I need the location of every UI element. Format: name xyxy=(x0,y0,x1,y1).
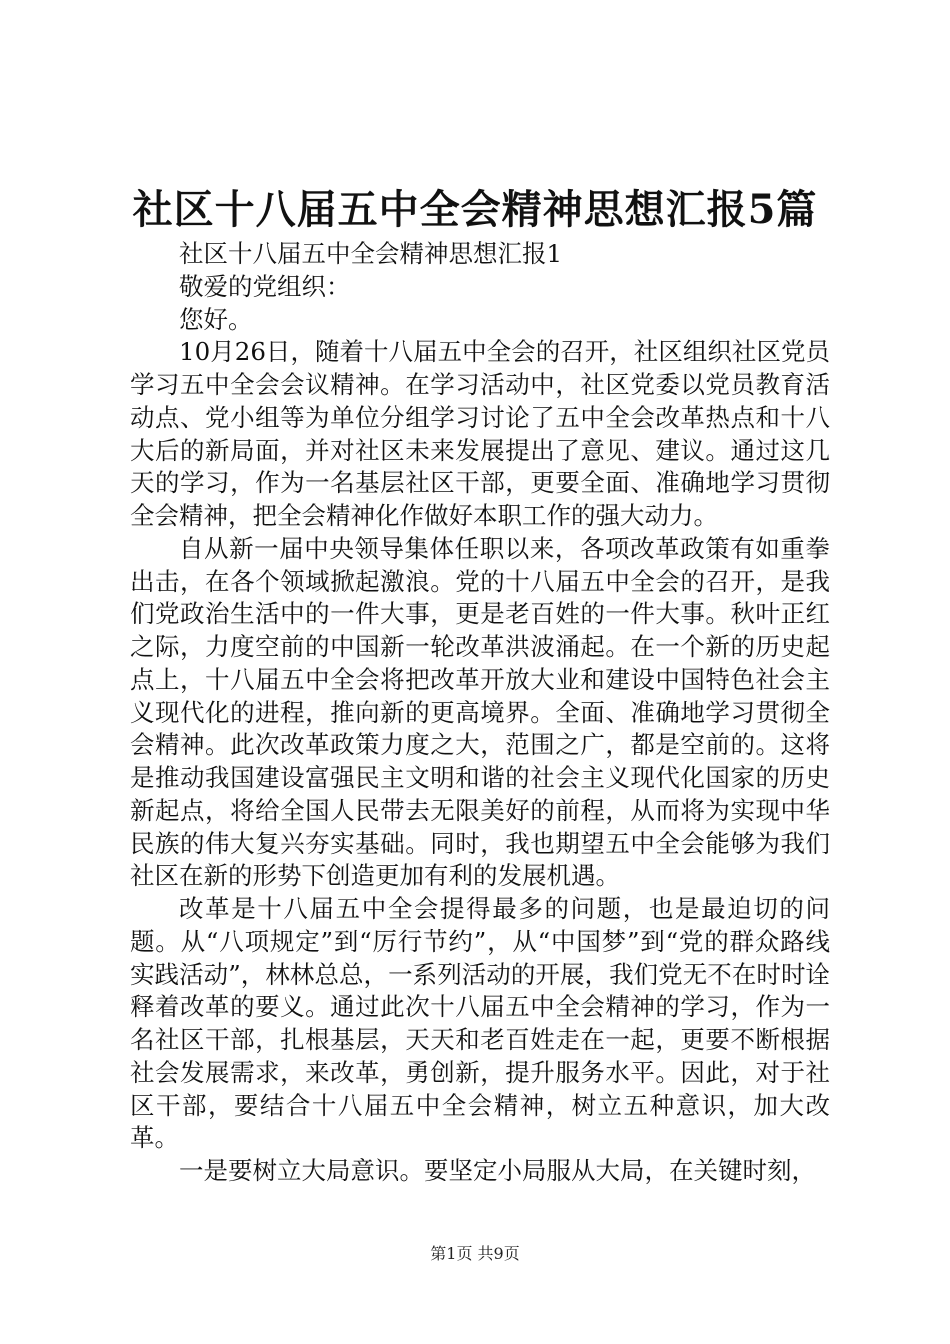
paragraph-salutation: 敬爱的党组织： xyxy=(179,271,351,301)
paragraph: 一是要树立大局意识。要坚定小局服从大局，在关键时刻， xyxy=(179,1156,816,1185)
paragraph: 10月26日，随着十八届五中全会的召开，社区组织社区党员学习五中全会会议精神。在学习活动中，社区党委以党员教育活动点、党小组等为单位分组学习讨论了五中全会改革热点和十八大后的新局面，并对社区未来发展提出了意见、建议。通过这几天的学习，作为一名基层社区干部，更要全面、准确地学习贯彻全会精神，把全会精神化作做好本职工作的强大动力。 xyxy=(130,337,830,530)
paragraph: 自从新一届中央领导集体任职以来，各项改革政策有如重拳出击，在各个领域掀起激浪。党的十八届五中全会的召开，是我们党政治生活中的一件大事，更是老百姓的一件大事。秋叶正红之际，力度空前的中国新一轮改革洪波涌起。在一个新的历史起点上，十八届五中全会将把改革开放大业和建设中国特色社会主义现代化的进程，推向新的更高境界。全面、准确地学习贯彻全会精神。此次改革政策力度之大，范围之广，都是空前的。这将是推动我国建设富强民主文明和谐的社会主义现代化国家的历史新起点，将给全国人民带去无限美好的前程，从而将为实现中华民族的伟大复兴夯实基础。同时，我也期望五中全会能够为我们社区在新的形势下创造更加有利的发展机遇。 xyxy=(130,533,830,891)
paragraph: 改革是十八届五中全会提得最多的问题，也是最迫切的问题。从“八项规定”到“厉行节约”，从“中国梦”到“党的群众路线实践活动”，林林总总，一系列活动的开展，我们党无不在时时诠释着改革的要义。通过此次十八届五中全会精神的学习，作为一名社区干部，扎根基层，天天和老百姓走在一起，更要不断根据社会发展需求，来改革，勇创新，提升服务水平。因此，对于社区干部，要结合十八届五中全会精神，树立五种意识，加大改革。 xyxy=(130,894,830,1153)
document-title: 社区十八届五中全会精神思想汇报5篇 xyxy=(132,186,818,233)
paragraph-subtitle: 社区十八届五中全会精神思想汇报1 xyxy=(179,239,563,268)
paragraph-greeting: 您好。 xyxy=(179,304,253,334)
page-number-footer: 第1页 共9页 xyxy=(430,1244,520,1263)
document-body xyxy=(130,238,830,1188)
